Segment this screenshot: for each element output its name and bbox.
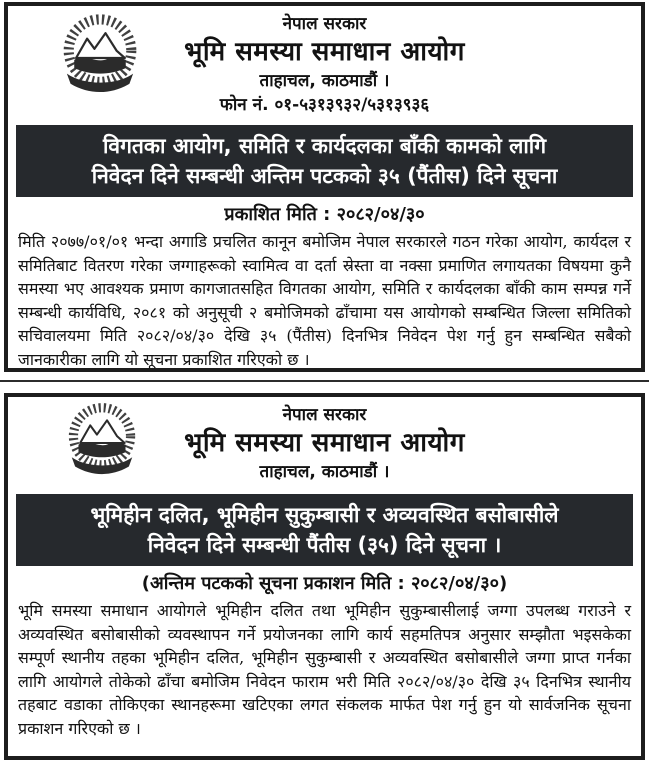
banner-line-1: विगतका आयोग, समिति र कार्यदलका बाँकी कामको लागि <box>102 134 547 158</box>
banner-line-2: निवेदन दिने सम्बन्धी अन्तिम पटकको ३५ (पैंतीस) दिने सूचना <box>91 164 558 188</box>
notice-divider-line <box>0 380 649 382</box>
notice-2-title-banner <box>16 494 633 566</box>
notice-2-body-text: भूमि समस्या समाधान आयोगले भूमिहीन दलित तथा भूमिहीन सुकुम्बासीलाई जग्गा उपलब्ध गराउने र अव्यवस्थित बसोबासीको व्यवस्थापन गर्ने प्रयोजनका लागि कार्य सहमतिपत्र अनुसार सम्झौता भइसकेका सम्पूर्ण स्थानीय तहका भूमिहीन दलित, भूमिहीन सुकुम्बासी र अव्यवस्थित बसोबासीले जग्गा प्राप्त गर्नका लागि आयोगले तोकेको ढाँचा बमोजिम निवेदन फाराम भरी मिति २०८२/०४/३० देखि ३५ दिनभित्र स्थानीय तहबाट वडाका तोकिएका स्थानहरूमा खटिएका लगत संकलक मार्फत पेश गर्नु हुन यो सार्वजनिक सूचना प्रकाशन गरिएको छ । <box>18 601 631 738</box>
published-date-line: (अन्तिम पटकको सूचना प्रकाशन मिति : २०८२/०४/३०) <box>141 573 508 594</box>
published-date-line: प्रकाशित मिति : २०८२/०४/३० <box>224 204 425 225</box>
notice-1-header <box>8 6 641 117</box>
notice-2 <box>4 393 645 760</box>
notice-2-header <box>8 397 641 484</box>
address-line: ताहाचल, काठमाडौं । <box>259 71 390 91</box>
notice-1-body-text: मिति २०७७/०१/०१ भन्दा अगाडि प्रचलित कानून बमोजिम नेपाल सरकारले गठन गरेका आयोग, कार्यदल र समितिबाट वितरण गरेका जग्गाहरूको स्वामित्व वा दर्ता स्रेस्ता वा नक्सा प्रमाणित लगायतका विषयमा कुनै समस्या भए आवश्यक प्रमाण कागजातसहित विगतका आयोग, समिति र कार्यदलका बाँकी काम सम्पन्न गर्ने सम्बन्धी कार्यविधि, २०८१ को अनुसूची २ बमोजिमको ढाँचामा यस आयोगको सम्बन्धित जिल्ला समितिको सचिवालयमा मिति २०८२/०४/३० देखि ३५ (पैंतीस) दिनभित्र निवेदन पेश गर्नु हुन सम्बन्धित सबैको जानकारीका लागि यो सूचना प्रकाशित गरिएको छ । <box>18 232 631 369</box>
banner-line-2: निवेदन दिने सम्बन्धी पैंतीस (३५) दिने सूचना । <box>147 533 502 557</box>
notice-1-title-banner <box>16 125 633 197</box>
address-line: ताहाचल, काठमाडौं । <box>259 462 390 482</box>
notice-1 <box>4 2 645 372</box>
banner-line-1: भूमिहीन दलित, भूमिहीन सुकुम्बासी र अव्यवस्थित बसोबासीले <box>90 503 559 527</box>
nepal-government-emblem-icon <box>60 400 144 486</box>
phone-line: फोन नं. ०१-५३१३९३२/५३१३९३६ <box>219 95 430 115</box>
government-line: नेपाल सरकार <box>282 405 367 425</box>
organization-name: भूमि समस्या समाधान आयोग <box>184 37 465 67</box>
organization-name: भूमि समस्या समाधान आयोग <box>184 428 465 458</box>
government-line: नेपाल सरकार <box>282 14 367 34</box>
nepal-government-emblem-icon <box>54 11 146 105</box>
